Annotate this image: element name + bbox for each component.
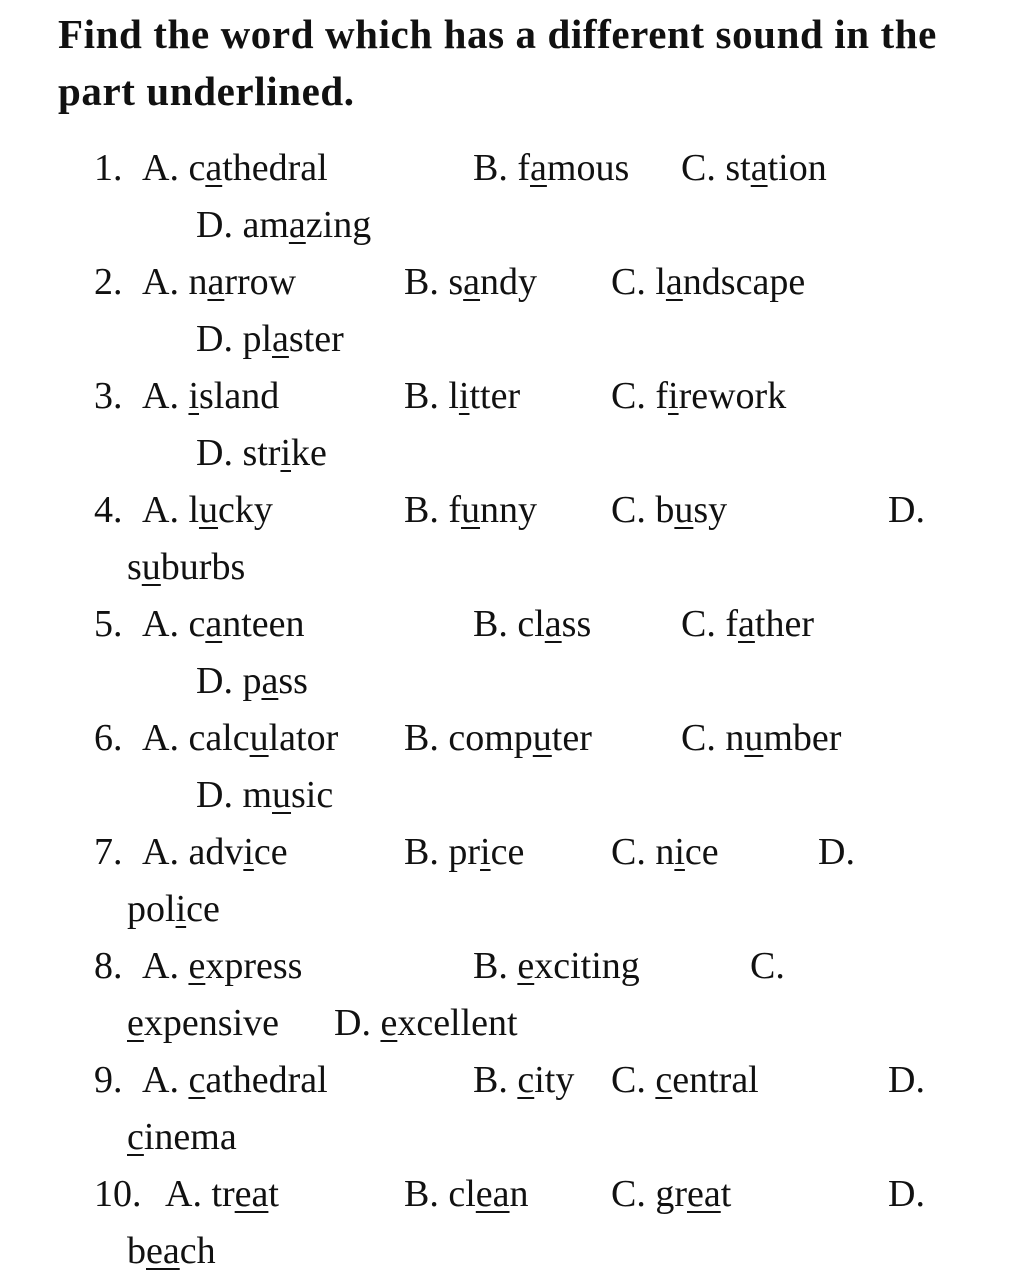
option-letter: A. xyxy=(142,1059,189,1101)
answer-option xyxy=(142,146,328,190)
underlined-part: ea xyxy=(687,1173,721,1215)
word-part: ce xyxy=(186,888,220,930)
word-part: m xyxy=(242,774,273,816)
underlined-part: u xyxy=(141,546,161,588)
word-part: b xyxy=(655,489,675,531)
underlined-part: c xyxy=(127,1116,144,1158)
answer-option xyxy=(611,374,786,418)
underlined-part: a xyxy=(544,603,562,645)
word-part: comp xyxy=(448,717,533,759)
answer-option xyxy=(142,1058,328,1102)
option-letter: B. xyxy=(473,147,518,189)
answer-option xyxy=(142,830,288,874)
option-letter: D. xyxy=(196,318,243,360)
underlined-part: e xyxy=(127,1002,144,1044)
underlined-part: u xyxy=(272,774,292,816)
question-number: 4. xyxy=(94,489,123,531)
option-letter: B. xyxy=(404,717,449,759)
question-number: 8. xyxy=(94,945,123,987)
question-number: 5. xyxy=(94,603,123,645)
word-part: ke xyxy=(291,432,327,474)
word-part: thedral xyxy=(222,147,328,189)
answer-option xyxy=(142,488,273,532)
word-part: ster xyxy=(288,318,344,360)
instruction-heading: Find the word which has a different sound in the part underlined. xyxy=(58,11,937,114)
option-letter: A. xyxy=(142,831,189,873)
option-letter: D. xyxy=(196,774,243,816)
answer-option xyxy=(165,1172,279,1216)
option-letter: D. xyxy=(196,660,243,702)
word-part: l xyxy=(655,261,666,303)
underlined-part: c xyxy=(655,1059,673,1101)
underlined-part: e xyxy=(380,1002,398,1044)
word-part: tion xyxy=(767,147,827,189)
word-part: tr xyxy=(211,1173,235,1215)
option-letter: C. xyxy=(611,831,656,873)
option-letter: C. xyxy=(750,945,785,987)
underlined-part: i xyxy=(175,888,187,930)
option-letter: D. xyxy=(888,1173,925,1215)
answer-option xyxy=(196,773,333,817)
word-part: lator xyxy=(268,717,339,759)
option-letter: B. xyxy=(473,945,518,987)
word-part: ter xyxy=(551,717,592,759)
question-number: 6. xyxy=(94,717,123,759)
word-part: t xyxy=(720,1173,732,1215)
word-part: rrow xyxy=(224,261,297,303)
option-letter: B. xyxy=(404,489,449,531)
word-part: burbs xyxy=(160,546,246,588)
word-part: nny xyxy=(480,489,538,531)
word-part: am xyxy=(242,204,289,246)
underlined-part: u xyxy=(532,717,552,759)
word-part: ch xyxy=(179,1230,216,1272)
answer-option xyxy=(681,146,827,190)
underlined-part: i xyxy=(188,375,200,417)
word-part: l xyxy=(448,375,459,417)
underlined-part: a xyxy=(530,147,547,189)
answer-option xyxy=(196,203,371,247)
question-number: 10. xyxy=(94,1173,142,1215)
underlined-part: e xyxy=(188,945,206,987)
word-part: sland xyxy=(199,375,280,417)
word-part: ndy xyxy=(480,261,538,303)
question-number: 7. xyxy=(94,831,123,873)
underlined-part: i xyxy=(280,432,292,474)
answer-option xyxy=(681,602,814,646)
word-part: ss xyxy=(561,603,592,645)
option-word xyxy=(127,1229,216,1273)
underlined-part: i xyxy=(480,831,491,873)
option-letter: A. xyxy=(142,375,189,417)
word-part: sy xyxy=(693,489,728,531)
underlined-part: i xyxy=(458,375,470,417)
word-part: p xyxy=(242,660,262,702)
question-number: 9. xyxy=(94,1059,123,1101)
word-part: n xyxy=(655,831,675,873)
underlined-part: a xyxy=(463,261,481,303)
word-part: f xyxy=(448,489,462,531)
option-letter: A. xyxy=(165,1173,212,1215)
answer-option xyxy=(196,431,327,475)
answer-option xyxy=(473,1058,574,1102)
underlined-part: a xyxy=(261,660,279,702)
word-part: f xyxy=(725,603,739,645)
option-letter: D. xyxy=(888,489,925,531)
word-part: cky xyxy=(218,489,273,531)
word-part: c xyxy=(188,603,206,645)
answer-option xyxy=(142,374,279,418)
underlined-part: a xyxy=(272,318,289,360)
option-letter: B. xyxy=(404,261,449,303)
option-letter: A. xyxy=(142,261,189,303)
word-part: ss xyxy=(278,660,308,702)
option-word xyxy=(127,1115,237,1159)
underlined-part: u xyxy=(249,717,269,759)
word-part: rework xyxy=(678,375,787,417)
word-part: ce xyxy=(490,831,525,873)
option-letter: D. xyxy=(888,1059,925,1101)
option-letter: A. xyxy=(142,945,189,987)
option-letter: D. xyxy=(334,1002,381,1044)
underlined-part: e xyxy=(517,945,535,987)
word-part: cl xyxy=(448,1173,476,1215)
option-word xyxy=(127,887,220,931)
word-part: ce xyxy=(684,831,719,873)
underlined-part: u xyxy=(674,489,694,531)
answer-option xyxy=(611,830,719,874)
answer-option xyxy=(404,374,520,418)
option-letter: B. xyxy=(404,375,449,417)
word-part: athedral xyxy=(205,1059,328,1101)
word-part: ity xyxy=(534,1059,575,1101)
option-letter: D. xyxy=(196,204,243,246)
word-part: n xyxy=(188,261,208,303)
option-letter: C. xyxy=(681,717,726,759)
underlined-part: a xyxy=(205,147,223,189)
word-part: gr xyxy=(655,1173,688,1215)
underlined-part: i xyxy=(243,831,254,873)
answer-option xyxy=(404,1172,529,1216)
word-part: c xyxy=(188,147,206,189)
word-part: nteen xyxy=(222,603,305,645)
word-part: s xyxy=(448,261,464,303)
underlined-part: a xyxy=(750,147,768,189)
option-letter: C. xyxy=(681,603,726,645)
word-part: n xyxy=(509,1173,529,1215)
word-part: st xyxy=(725,147,751,189)
answer-option xyxy=(142,602,305,646)
word-part: t xyxy=(268,1173,279,1215)
word-part: mber xyxy=(763,717,842,759)
question-number: 2. xyxy=(94,261,123,303)
underlined-part: i xyxy=(668,375,679,417)
word-part: n xyxy=(725,717,745,759)
answer-option xyxy=(404,488,537,532)
word-part: f xyxy=(517,147,531,189)
option-letter: D. xyxy=(818,831,855,873)
word-part: ce xyxy=(253,831,288,873)
answer-option xyxy=(611,488,727,532)
option-letter: A. xyxy=(142,489,189,531)
word-part: pl xyxy=(242,318,273,360)
word-part: calc xyxy=(188,717,250,759)
word-part: str xyxy=(242,432,281,474)
underlined-part: u xyxy=(461,489,481,531)
option-letter: B. xyxy=(473,603,518,645)
underlined-part: i xyxy=(674,831,685,873)
word-part: xpress xyxy=(205,945,303,987)
word-part: tter xyxy=(469,375,521,417)
word-part: sic xyxy=(291,774,334,816)
underlined-part: c xyxy=(188,1059,206,1101)
answer-option xyxy=(404,716,592,760)
option-letter: C. xyxy=(681,147,726,189)
option-letter: A. xyxy=(142,603,189,645)
underlined-part: a xyxy=(288,204,306,246)
word-part: mous xyxy=(546,147,630,189)
option-letter: C. xyxy=(611,489,656,531)
answer-option xyxy=(473,146,629,190)
answer-option xyxy=(473,944,640,988)
option-letter: C. xyxy=(611,261,656,303)
underlined-part: a xyxy=(738,603,755,645)
answer-option xyxy=(681,716,841,760)
word-part: ndscape xyxy=(682,261,806,303)
word-part: l xyxy=(188,489,200,531)
answer-option xyxy=(196,659,308,703)
option-word xyxy=(127,545,245,589)
answer-option xyxy=(142,716,338,760)
question-number: 3. xyxy=(94,375,123,417)
underlined-part: a xyxy=(665,261,683,303)
word-part: xpensive xyxy=(143,1002,279,1044)
answer-option xyxy=(142,944,302,988)
answer-option xyxy=(611,260,805,304)
underlined-part: a xyxy=(205,603,223,645)
option-letter: B. xyxy=(473,1059,518,1101)
word-part: b xyxy=(127,1230,146,1272)
underlined-part: u xyxy=(744,717,764,759)
word-part: xcellent xyxy=(397,1002,518,1044)
answer-option xyxy=(473,602,591,646)
answer-option xyxy=(404,830,524,874)
word-part: f xyxy=(655,375,669,417)
underlined-part: c xyxy=(517,1059,535,1101)
word-part: xciting xyxy=(534,945,640,987)
underlined-part: ea xyxy=(234,1173,269,1215)
answer-option xyxy=(142,260,296,304)
word-part: cl xyxy=(517,603,545,645)
option-letter: C. xyxy=(611,1059,656,1101)
answer-option xyxy=(611,1172,731,1216)
word-part: ther xyxy=(754,603,814,645)
underlined-part: a xyxy=(207,261,225,303)
option-letter: B. xyxy=(404,831,449,873)
word-part: pol xyxy=(127,888,176,930)
answer-option xyxy=(334,1001,518,1045)
word-part: entral xyxy=(672,1059,759,1101)
option-letter: A. xyxy=(142,717,189,759)
underlined-part: ea xyxy=(146,1230,180,1272)
word-part: zing xyxy=(305,204,372,246)
option-letter: B. xyxy=(404,1173,449,1215)
answer-option xyxy=(611,1058,759,1102)
option-letter: D. xyxy=(196,432,243,474)
option-letter: C. xyxy=(611,1173,656,1215)
word-part: s xyxy=(127,546,142,588)
option-letter: C. xyxy=(611,375,656,417)
answer-option xyxy=(404,260,537,304)
answer-option xyxy=(196,317,344,361)
option-letter: A. xyxy=(142,147,189,189)
underlined-part: u xyxy=(199,489,219,531)
question-number: 1. xyxy=(94,147,123,189)
word-part: adv xyxy=(188,831,244,873)
option-word xyxy=(127,1001,279,1045)
word-part: pr xyxy=(448,831,481,873)
underlined-part: ea xyxy=(475,1173,510,1215)
word-part: inema xyxy=(143,1116,237,1158)
